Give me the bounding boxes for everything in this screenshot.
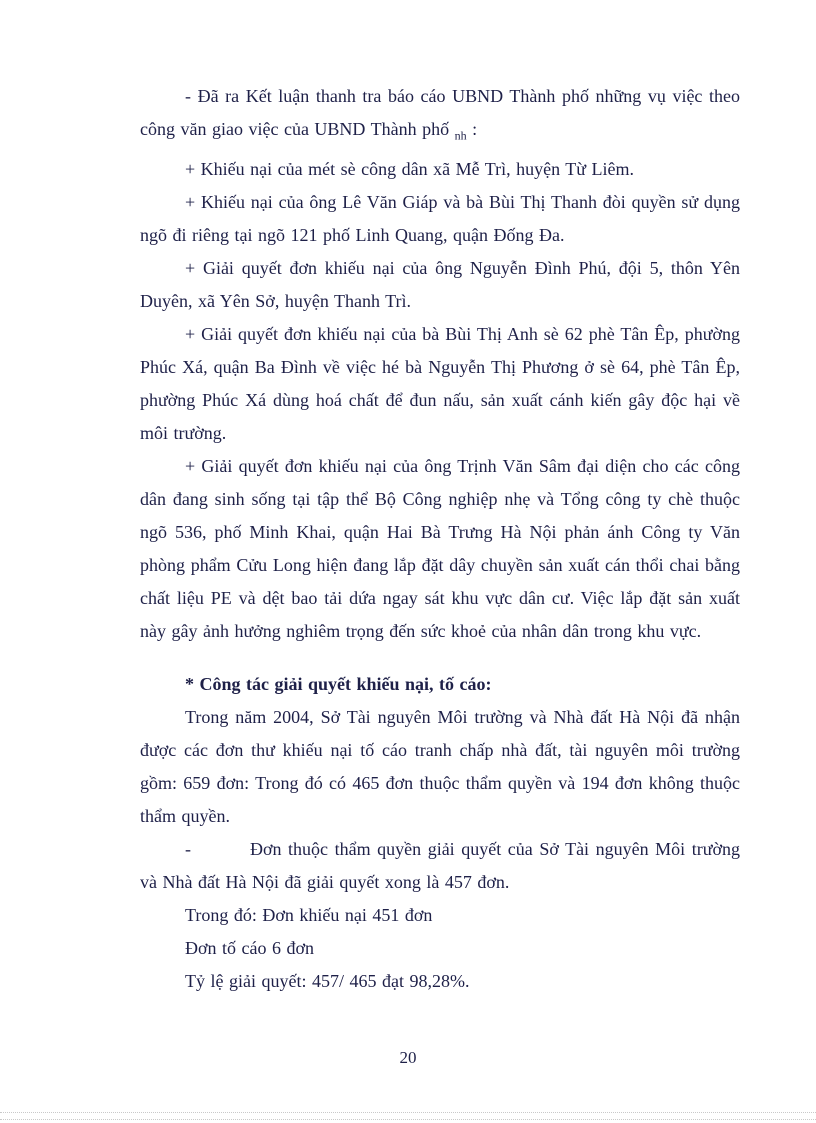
page-number: 20 <box>399 1048 417 1067</box>
text-segment: * Công tác giải quyết khiếu nại, tố cáo: <box>185 673 492 694</box>
page-footer <box>0 1048 816 1068</box>
paragraph <box>140 80 740 153</box>
text-segment: Trong năm 2004, Sở Tài nguyên Môi trường và Nhà đất Hà Nội đã nhận được các đơn thư khiếu nại tố cáo tranh chấp nhà đất, tài nguyên môi trường gồm: 659 đơn: Trong đó có 465 đơn thuộc thẩm quyền và 194 đơn không thuộc thẩm quyền. <box>140 706 740 826</box>
text-segment: + Khiếu nại của mét sè công dân xã Mễ Trì, huyện Từ Liêm. <box>185 158 634 179</box>
text-segment: - Đơn thuộc thẩm quyền giải quyết của Sở Tài nguyên Môi trường và Nhà đất Hà Nội đã giải quyết xong là 457 đơn. <box>140 838 740 892</box>
text-segment: + Khiếu nại của ông Lê Văn Giáp và bà Bùi Thị Thanh đòi quyền sử dụng ngõ đi riêng tại ngõ 121 phố Linh Quang, quận Đống Đa. <box>140 191 740 245</box>
text-segment: nh <box>454 128 467 143</box>
text-segment: - Đã ra Kết luận thanh tra báo cáo UBND Thành phố những vụ việc theo công văn giao việc của UBND Thành phố <box>140 86 740 139</box>
paragraph <box>140 318 740 450</box>
paragraph <box>140 833 740 899</box>
paragraph <box>140 153 740 186</box>
paragraph <box>140 186 740 252</box>
page-bottom-dotted-line <box>0 1119 816 1120</box>
paragraph <box>140 701 740 833</box>
paragraph <box>140 668 740 701</box>
text-segment: + Giải quyết đơn khiếu nại của ông Trịnh Văn Sâm đại diện cho các công dân đang sinh sống tại tập thể Bộ Công nghiệp nhẹ và Tổng công ty chè thuộc ngõ 536, phố Minh Khai, quận Hai Bà Trưng Hà Nội phản ánh Công ty Văn phòng phẩm Cửu Long hiện đang lắp đặt dây chuyền sản xuất cán thổi chai bằng chất liệu PE và dệt bao tải dứa ngay sát khu vực dân cư. Việc lắp đặt sản xuất này gây ảnh hưởng nghiêm trọng đến sức khoẻ của nhân dân trong khu vực. <box>140 455 740 641</box>
paragraph <box>140 252 740 318</box>
text-segment: + Giải quyết đơn khiếu nại của ông Nguyễn Đình Phú, đội 5, thôn Yên Duyên, xã Yên Sở, huyện Thanh Trì. <box>140 257 740 311</box>
paragraph <box>140 932 740 965</box>
text-segment: Trong đó: Đơn khiếu nại 451 đơn <box>185 904 433 925</box>
document-body <box>140 80 740 998</box>
page-bottom-dotted-line <box>0 1112 816 1113</box>
text-segment: Tỷ lệ giải quyết: 457/ 465 đạt 98,28%. <box>185 970 470 991</box>
paragraph <box>140 965 740 998</box>
text-segment: Đơn tố cáo 6 đơn <box>185 937 315 958</box>
paragraph <box>140 450 740 648</box>
text-segment: : <box>466 119 478 139</box>
paragraph <box>140 899 740 932</box>
text-segment: + Giải quyết đơn khiếu nại của bà Bùi Thị Anh sè 62 phè Tân Êp, phường Phúc Xá, quận Ba Đình về việc hé bà Nguyễn Thị Phương ở sè 64, phè Tân Êp, phường Phúc Xá dùng hoá chất để đun nấu, sản xuất cánh kiến gây độc hại về môi trường. <box>140 323 740 443</box>
